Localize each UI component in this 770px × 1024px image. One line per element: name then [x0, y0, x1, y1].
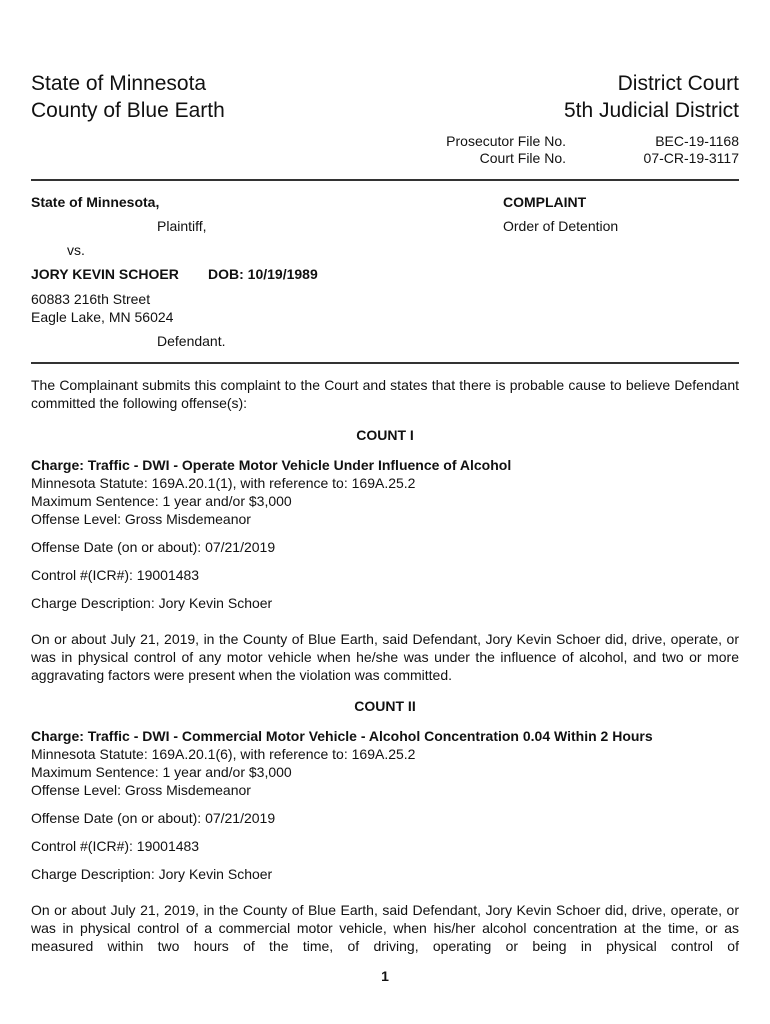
offense-date-line: Offense Date (on or about): 07/21/2019: [31, 539, 276, 555]
district-heading: 5th Judicial District: [563, 99, 739, 122]
statute-line: Minnesota Statute: 169A.20.1(6), with reference to: 169A.25.2: [31, 746, 416, 762]
charge-description-line: Charge Description: Jory Kevin Schoer: [31, 595, 273, 611]
offense-date-line: Offense Date (on or about): 07/21/2019: [31, 810, 276, 826]
charge-description-line: Charge Description: Jory Kevin Schoer: [31, 866, 273, 882]
control-number-line: Control #(ICR#): 19001483: [31, 567, 200, 583]
versus-label: vs.: [67, 242, 85, 258]
state-heading: State of Minnesota: [31, 72, 207, 95]
max-sentence-line: Maximum Sentence: 1 year and/or $3,000: [31, 493, 292, 509]
prosecutor-file-label: Prosecutor File No.: [446, 133, 566, 149]
header-divider: [31, 179, 739, 181]
count-narrative: On or about July 21, 2019, in the County of Blue Earth, said Defendant, Jory Kevin Schoer did, drive, operate, or was in physical control of any motor vehicle when he/she was under the influence of alcohol, and two or more aggravating factors were present when the violation was committed.: [31, 631, 739, 683]
prosecutor-file-number: BEC-19-1168: [655, 133, 739, 149]
address-line-2: Eagle Lake, MN 56024: [31, 309, 174, 325]
defendant-role: Defendant.: [157, 333, 226, 349]
county-heading: County of Blue Earth: [31, 99, 225, 122]
plaintiff-name: State of Minnesota,: [31, 194, 160, 210]
court-file-number: 07-CR-19-3117: [643, 150, 739, 166]
offense-level-line: Offense Level: Gross Misdemeanor: [31, 782, 251, 798]
plaintiff-role: Plaintiff,: [157, 218, 207, 234]
page-number: 1: [381, 968, 389, 984]
count-heading: COUNT II: [354, 698, 416, 714]
max-sentence-line: Maximum Sentence: 1 year and/or $3,000: [31, 764, 292, 780]
offense-level-line: Offense Level: Gross Misdemeanor: [31, 511, 251, 527]
defendant-dob: DOB: 10/19/1989: [208, 266, 318, 282]
intro-paragraph: The Complainant submits this complaint to the Court and states that there is probable cause to believe Defendant committed the following offense(s):: [31, 377, 739, 411]
statute-line: Minnesota Statute: 169A.20.1(1), with reference to: 169A.25.2: [31, 475, 416, 491]
charge-title: Charge: Traffic - DWI - Commercial Motor Vehicle - Alcohol Concentration 0.04 Within 2 Hours: [31, 728, 653, 744]
count-narrative: On or about July 21, 2019, in the County of Blue Earth, said Defendant, Jory Kevin Schoer did, drive, operate, or was in physical control of a commercial motor vehicle, when his/her alcohol concentration at the time, or as measured within two hours of the time, of driving, operating or being in physical control of: [31, 902, 739, 954]
address-line-1: 60883 216th Street: [31, 291, 151, 307]
caption-divider: [31, 362, 739, 364]
count-heading: COUNT I: [356, 427, 414, 443]
document-subtype: Order of Detention: [503, 218, 619, 234]
court-heading: District Court: [617, 72, 739, 95]
document-type: COMPLAINT: [503, 194, 587, 210]
court-file-label: Court File No.: [479, 150, 566, 166]
defendant-name: JORY KEVIN SCHOER: [31, 266, 179, 282]
charge-title: Charge: Traffic - DWI - Operate Motor Vehicle Under Influence of Alcohol: [31, 457, 512, 473]
control-number-line: Control #(ICR#): 19001483: [31, 838, 200, 854]
